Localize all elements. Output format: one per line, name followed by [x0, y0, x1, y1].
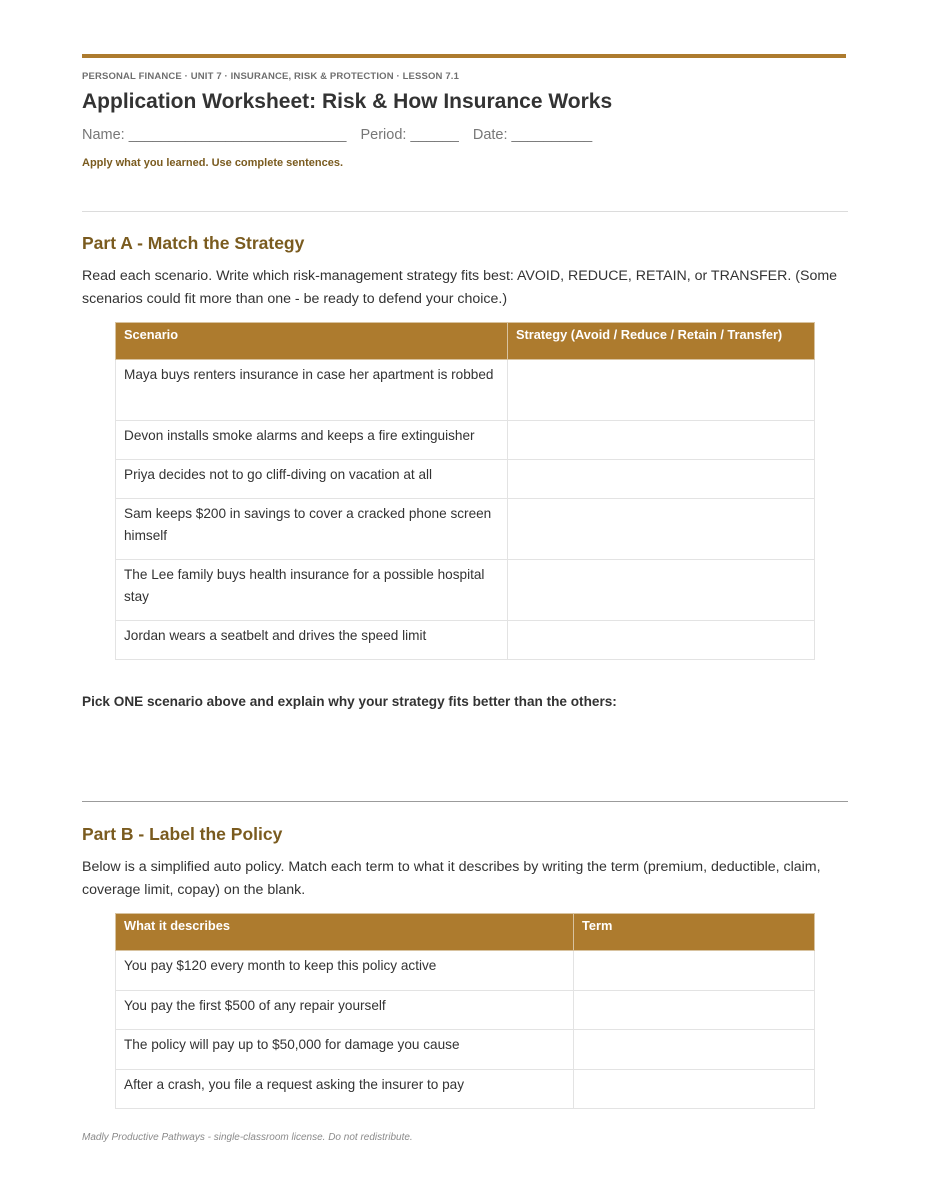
section-divider	[82, 801, 848, 802]
term-answer-cell[interactable]	[574, 951, 815, 991]
term-answer-cell[interactable]	[574, 1070, 815, 1109]
table-row	[116, 460, 815, 499]
column-header-describes: What it describes	[116, 914, 574, 951]
table-row	[116, 1070, 815, 1109]
scenario-cell: The Lee family buys health insurance for a possible hospital stay	[116, 560, 508, 621]
scenario-cell: Maya buys renters insurance in case her apartment is robbed	[116, 360, 508, 421]
description-cell: You pay the first $500 of any repair yourself	[116, 991, 574, 1030]
description-cell: You pay $120 every month to keep this policy active	[116, 951, 574, 991]
scenario-cell: Jordan wears a seatbelt and drives the speed limit	[116, 621, 508, 660]
page-title: Application Worksheet: Risk & How Insurance Works	[82, 90, 613, 113]
course-breadcrumb: PERSONAL FINANCE · UNIT 7 · INSURANCE, RISK & PROTECTION · LESSON 7.1	[82, 71, 460, 82]
table-row	[116, 621, 815, 660]
term-answer-cell[interactable]	[574, 1030, 815, 1070]
table-row	[116, 499, 815, 560]
name-field[interactable]: Name: ___________________________	[82, 127, 347, 143]
period-field[interactable]: Period: ______	[360, 127, 459, 143]
table-header-row	[116, 323, 815, 360]
scenario-cell: Devon installs smoke alarms and keeps a fire extinguisher	[116, 421, 508, 460]
strategy-answer-cell[interactable]	[508, 421, 815, 460]
strategy-answer-cell[interactable]	[508, 560, 815, 621]
part-a-title: Part A - Match the Strategy	[82, 233, 305, 253]
part-b-title: Part B - Label the Policy	[82, 824, 283, 844]
table-row	[116, 560, 815, 621]
section-divider	[82, 211, 848, 212]
part-a-description: Read each scenario. Write which risk-management strategy fits best: AVOID, REDUCE, RETAIN, or TRANSFER. (Some scenarios could fit more than one - be ready to defend your choice.)	[82, 268, 838, 307]
instruction-text: Apply what you learned. Use complete sentences.	[82, 157, 344, 169]
description-cell: The policy will pay up to $50,000 for damage you cause	[116, 1030, 574, 1070]
top-accent-bar	[82, 54, 846, 58]
strategy-table	[115, 322, 815, 660]
table-header-row	[116, 914, 815, 951]
table-row	[116, 360, 815, 421]
student-info-row	[82, 127, 592, 143]
part-b-description: Below is a simplified auto policy. Match each term to what it describes by writing the term (premium, deductible, claim, coverage limit, copay) on the blank.	[82, 859, 821, 898]
scenario-cell: Priya decides not to go cliff-diving on vacation at all	[116, 460, 508, 499]
strategy-answer-cell[interactable]	[508, 621, 815, 660]
explanation-prompt: Pick ONE scenario above and explain why your strategy fits better than the others:	[82, 694, 617, 709]
table-row	[116, 421, 815, 460]
term-answer-cell[interactable]	[574, 991, 815, 1030]
strategy-answer-cell[interactable]	[508, 499, 815, 560]
table-row	[116, 991, 815, 1030]
column-header-strategy: Strategy (Avoid / Reduce / Retain / Transfer)	[508, 323, 815, 360]
column-header-scenario: Scenario	[116, 323, 508, 360]
column-header-term: Term	[574, 914, 815, 951]
scenario-cell: Sam keeps $200 in savings to cover a cracked phone screen himself	[116, 499, 508, 560]
table-row	[116, 1030, 815, 1070]
description-cell: After a crash, you file a request asking the insurer to pay	[116, 1070, 574, 1109]
policy-terms-table	[115, 913, 815, 1109]
table-row	[116, 951, 815, 991]
strategy-answer-cell[interactable]	[508, 360, 815, 421]
date-field[interactable]: Date: __________	[472, 127, 593, 143]
license-footer: Madly Productive Pathways - single-classroom license. Do not redistribute.	[82, 1132, 413, 1143]
strategy-answer-cell[interactable]	[508, 460, 815, 499]
